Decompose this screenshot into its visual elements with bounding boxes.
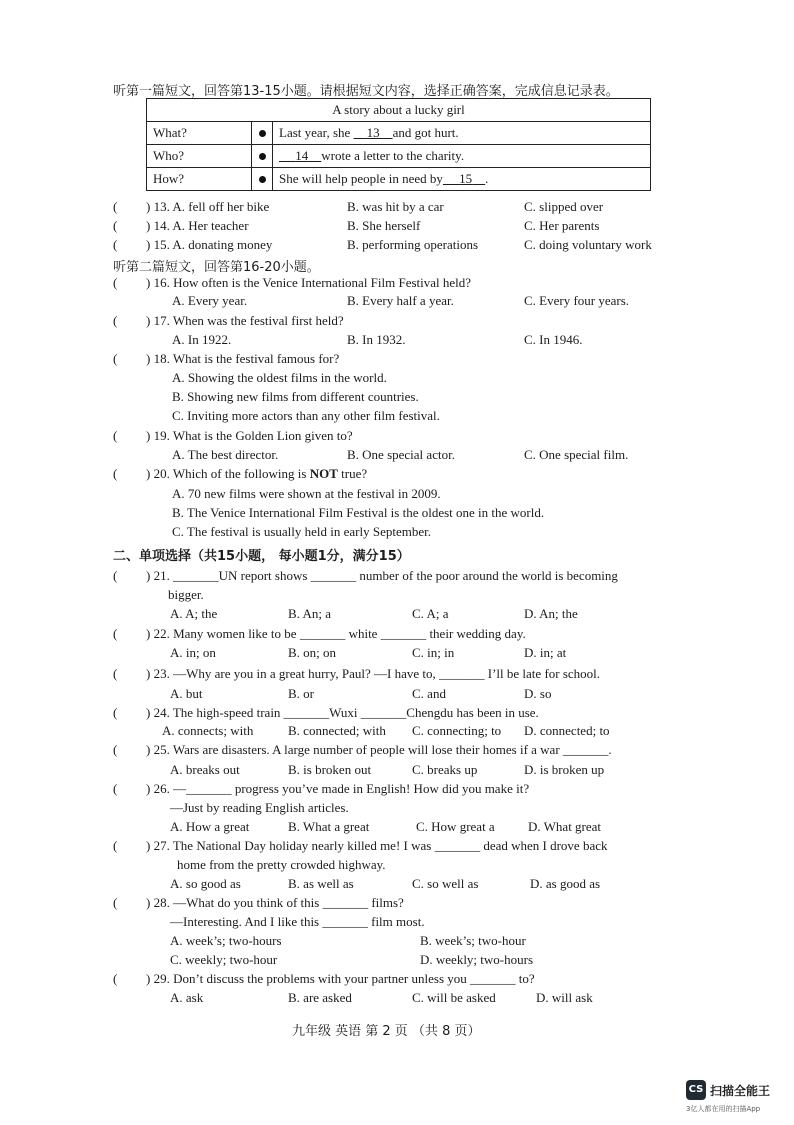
option-b: B. An; a: [288, 606, 331, 621]
answer-paren[interactable]: (: [113, 781, 118, 796]
option-b: B. was hit by a car: [347, 199, 444, 214]
option-c: C. How great a: [416, 819, 495, 834]
table-row-label: How?: [147, 168, 252, 191]
option-a: A. ask: [170, 990, 204, 1005]
logo-tagline: 3亿人都在用的扫描App: [686, 1105, 761, 1113]
option-b: B. She herself: [347, 218, 421, 233]
table-row-label: What?: [147, 122, 252, 145]
table-row-text: wrote a letter to the charity.: [321, 148, 465, 163]
table-row: [147, 168, 651, 191]
table-row: [147, 145, 651, 168]
question-stem: 17. When was the festival first held?: [153, 313, 344, 328]
option-b: B. The Venice International Film Festival is the oldest one in the world.: [172, 505, 545, 520]
option-a: A. Showing the oldest films in the world.: [172, 370, 387, 385]
option-b: B. performing operations: [347, 237, 479, 252]
part2-heading: 二、单项选择（共15小题， 每小题1分，满分15）: [113, 549, 410, 564]
table-row-text: Last year, she: [279, 125, 351, 140]
option-c: C. connecting; to: [412, 723, 502, 738]
table-row-text: and got hurt.: [392, 125, 459, 140]
option-c: C. The festival is usually held in early September.: [172, 524, 431, 539]
question-stem: 21. _______UN report shows _______ number of the poor around the world is becoming: [153, 568, 618, 583]
question-stem: 29. Don’t discuss the problems with your partner unless you _______ to?: [153, 971, 535, 986]
option-a: A. but: [170, 686, 203, 701]
option-d: D. weekly; two-hours: [420, 952, 534, 967]
option-c: C. so well as: [412, 876, 479, 891]
option-a: A. Every year.: [172, 293, 248, 308]
option-b: B. connected; with: [288, 723, 386, 738]
option-c: C. Her parents: [524, 218, 600, 233]
option-b: B. week’s; two-hour: [420, 933, 526, 948]
bullet-icon: [259, 130, 266, 137]
answer-paren[interactable]: (: [113, 275, 118, 290]
option-c: C. Inviting more actors than any other film festival.: [172, 408, 440, 423]
option-c: C. A; a: [412, 606, 449, 621]
answer-paren[interactable]: (: [113, 466, 118, 481]
table-row-label: Who?: [147, 145, 252, 168]
option-c: C. Every four years.: [524, 293, 630, 308]
answer-blank[interactable]: 13: [366, 125, 380, 140]
option-d: D. An; the: [524, 606, 578, 621]
scanner-logo: [686, 1080, 771, 1113]
logo-name: 扫描全能王: [710, 1083, 771, 1098]
answer-blank[interactable]: 15: [459, 171, 473, 186]
answer-paren[interactable]: (: [113, 666, 118, 681]
question-stem: 16. How often is the Venice International Film Festival held?: [153, 275, 472, 290]
page-footer: 九年级 英语 第 2 页 （共 8 页）: [292, 1024, 481, 1039]
answer-paren[interactable]: (: [113, 705, 118, 720]
question-stem: 13. A. fell off her bike: [153, 199, 270, 214]
answer-paren[interactable]: (: [113, 742, 118, 757]
bullet-icon: [259, 153, 266, 160]
option-c: C. and: [412, 686, 446, 701]
table-row: [147, 122, 651, 145]
question-stem: 23. —Why are you in a great hurry, Paul? —I have to, _______ I’ll be late for school.: [153, 666, 601, 681]
emphasis-not: NOT: [309, 466, 338, 481]
answer-paren[interactable]: (: [113, 838, 118, 853]
question-stem-cont: bigger.: [168, 587, 204, 602]
question-stem: 19. What is the Golden Lion given to?: [153, 428, 353, 443]
question-stem: 25. Wars are disasters. A large number of people will lose their homes if a war _______.: [153, 742, 612, 757]
option-b: B. is broken out: [288, 762, 372, 777]
option-c: C. One special film.: [524, 447, 629, 462]
option-b: B. are asked: [288, 990, 352, 1005]
option-a: A. 70 new films were shown at the festival in 2009.: [172, 486, 441, 501]
option-b: B. as well as: [288, 876, 354, 891]
option-c: C. slipped over: [524, 199, 604, 214]
answer-paren[interactable]: (: [113, 895, 118, 910]
option-b: B. Showing new films from different countries.: [172, 389, 419, 404]
option-c: C. will be asked: [412, 990, 496, 1005]
section2-intro: 听第二篇短文，回答第16-20小题。: [113, 260, 320, 275]
option-a: A. How a great: [170, 819, 250, 834]
answer-paren[interactable]: (: [113, 971, 118, 986]
question-stem: 27. The National Day holiday nearly killed me! I was _______ dead when I drove back: [153, 838, 608, 853]
answer-paren[interactable]: (: [113, 626, 118, 641]
option-a: A. A; the: [170, 606, 218, 621]
cs-logo-icon: CS: [686, 1080, 706, 1100]
answer-paren[interactable]: (: [113, 351, 118, 366]
question-stem: 15. A. donating money: [153, 237, 273, 252]
option-d: D. as good as: [530, 876, 601, 891]
question-stem: 18. What is the festival famous for?: [153, 351, 340, 366]
question-stem-cont: home from the pretty crowded highway.: [177, 857, 386, 872]
question-stem: 26. —_______ progress you’ve made in English! How did you make it?: [153, 781, 530, 796]
option-c: C. doing voluntary work: [524, 237, 652, 252]
question-stem: 22. Many women like to be _______ white _______ their wedding day.: [153, 626, 526, 641]
option-d: D. will ask: [536, 990, 593, 1005]
option-b: B. Every half a year.: [347, 293, 454, 308]
question-stem-cont: —Interesting. And I like this _______ film most.: [170, 914, 425, 929]
option-d: D. connected; to: [524, 723, 610, 738]
option-b: B. on; on: [288, 645, 337, 660]
option-b: B. What a great: [288, 819, 370, 834]
question-stem: 28. —What do you think of this _______ films?: [153, 895, 404, 910]
option-b: B. In 1932.: [347, 332, 406, 347]
answer-blank[interactable]: 14: [295, 148, 309, 163]
answer-paren[interactable]: (: [113, 428, 118, 443]
question-stem: 20. Which of the following is: [153, 466, 310, 481]
option-b: B. One special actor.: [347, 447, 455, 462]
option-c: C. breaks up: [412, 762, 478, 777]
option-c: C. In 1946.: [524, 332, 583, 347]
table-row-text: She will help people in need by: [279, 171, 443, 186]
answer-paren[interactable]: (: [113, 568, 118, 583]
table-title: A story about a lucky girl: [147, 99, 651, 122]
info-record-table: [146, 98, 651, 191]
option-a: A. week’s; two-hours: [170, 933, 282, 948]
option-a: A. in; on: [170, 645, 216, 660]
option-d: D. so: [524, 686, 552, 701]
answer-paren[interactable]: (: [113, 313, 118, 328]
option-a: A. The best director.: [172, 447, 279, 462]
option-a: A. connects; with: [162, 723, 254, 738]
option-a: A. breaks out: [170, 762, 240, 777]
option-a: A. so good as: [170, 876, 241, 891]
option-a: A. In 1922.: [172, 332, 232, 347]
table-row-text: .: [485, 171, 489, 186]
answer-paren[interactable]: (: [113, 218, 118, 233]
option-d: D. What great: [528, 819, 602, 834]
option-c: C. in; in: [412, 645, 455, 660]
option-d: D. in; at: [524, 645, 567, 660]
section1-intro: 听第一篇短文，回答第13-15小题。请根据短文内容，选择正确答案，完成信息记录表。: [113, 84, 619, 99]
question-stem: 14. A. Her teacher: [153, 218, 249, 233]
option-c: C. weekly; two-hour: [170, 952, 278, 967]
option-b: B. or: [288, 686, 314, 701]
bullet-icon: [259, 176, 266, 183]
question-stem: 24. The high-speed train _______Wuxi _______Chengdu has been in use.: [153, 705, 539, 720]
question-stem-cont: —Just by reading English articles.: [170, 800, 349, 815]
answer-paren[interactable]: (: [113, 237, 118, 252]
option-d: D. is broken up: [524, 762, 605, 777]
answer-paren[interactable]: (: [113, 199, 118, 214]
